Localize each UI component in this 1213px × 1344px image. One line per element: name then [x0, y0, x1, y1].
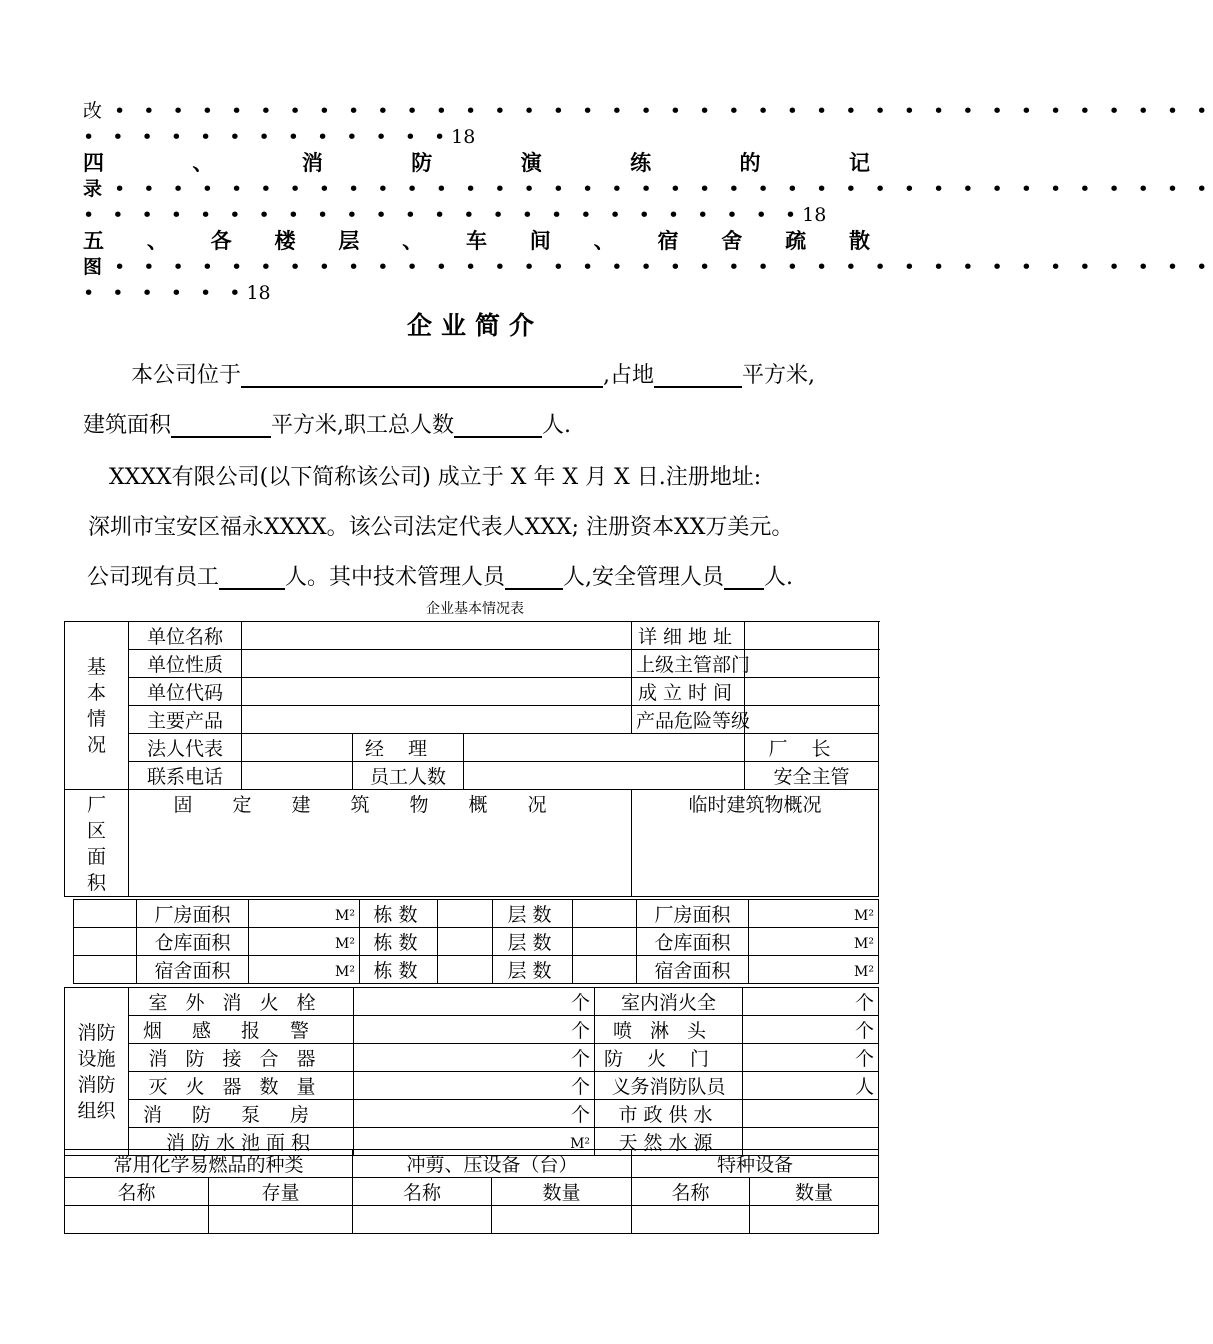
chem-stock-value[interactable]	[209, 1206, 353, 1234]
floors-label: 层数	[493, 956, 573, 984]
toc-char: 楼	[274, 228, 296, 253]
table-row	[65, 1072, 879, 1100]
phone-value[interactable]	[242, 762, 353, 790]
column-header-quantity: 数量	[750, 1178, 879, 1206]
toc-leader-dots: • • • • • • • • • • • • •	[83, 126, 452, 148]
unit-m2: M²	[854, 935, 874, 952]
unit-ge: 个	[855, 1020, 875, 1042]
intro-line-1	[83, 358, 878, 389]
toc-char: 、	[402, 228, 424, 253]
table-row	[65, 706, 879, 734]
unit-nature-label: 单位性质	[129, 650, 242, 678]
section-title: 企业简介	[406, 311, 543, 340]
intro-text: ,占地	[603, 363, 655, 388]
table-row	[65, 650, 879, 678]
toc-char: 舍	[721, 228, 743, 253]
phone-label: 联系电话	[129, 762, 242, 790]
equipment-table	[64, 1149, 879, 1234]
pump-room-value[interactable]	[354, 1100, 595, 1128]
floors-label: 层数	[493, 928, 573, 956]
intro-line-4	[88, 510, 883, 541]
unit-m2: M²	[570, 1135, 591, 1152]
toc-char: 层	[338, 228, 360, 253]
temp-dorm-area-label: 宿舍面积	[637, 956, 749, 984]
fire-facilities-table	[64, 987, 879, 1156]
toc-char: 散	[848, 228, 870, 253]
intro-text: 深圳市宝安区福永XXXX。该公司法定代表人XXX; 注册资本XX万美元。	[88, 515, 794, 540]
floors-value[interactable]	[573, 900, 637, 928]
smoke-alarm-label: 烟感报警	[129, 1016, 354, 1044]
table-row	[65, 1100, 879, 1128]
plant-area-label: 厂 区 面 积	[65, 790, 129, 897]
staff-count-label: 员工人数	[353, 762, 464, 790]
legal-rep-value[interactable]	[242, 734, 353, 762]
legal-rep-label: 法人代表	[129, 734, 242, 762]
address-value[interactable]	[745, 622, 879, 650]
outdoor-hydrant-label: 室外消火栓	[129, 988, 354, 1016]
table-caption: 企业基本情况表	[426, 601, 524, 617]
column-header-name: 名称	[632, 1178, 750, 1206]
unit-ge: 个	[855, 1048, 875, 1070]
toc-page-number: 18	[451, 126, 476, 148]
toc-text: 录	[83, 178, 103, 200]
intro-text: XXXX有限公司(以下简称该公司) 成立于 X 年 X 月 X 日.注册地址:	[109, 465, 762, 490]
address-label: 详细地址	[632, 622, 745, 650]
toc-char: 、	[192, 150, 214, 175]
toc-entry-line	[83, 202, 870, 228]
water-pool-label: 消防水池面积	[129, 1128, 354, 1156]
toc-entry-line	[83, 98, 1213, 124]
unit-ge: 个	[571, 1076, 591, 1098]
staff-count-value[interactable]	[464, 762, 745, 790]
toc-char: 防	[411, 150, 433, 175]
unit-ren: 人	[855, 1076, 875, 1098]
temp-buildings-header: 临时建筑物概况	[632, 790, 879, 897]
intro-text: 人.	[542, 413, 572, 438]
factory-head-label: 厂长	[745, 734, 879, 762]
intro-text: 人,安全管理人员	[563, 565, 725, 590]
column-header-name: 名称	[65, 1178, 209, 1206]
unit-code-value[interactable]	[242, 678, 632, 706]
column-header-stock: 存量	[209, 1178, 353, 1206]
current-staff-blank[interactable]	[219, 564, 285, 590]
dorm-area-value[interactable]	[249, 956, 360, 984]
factory-area-label: 厂房面积	[137, 900, 249, 928]
intro-line-5	[87, 560, 882, 591]
area-table	[73, 899, 879, 984]
toc-leader-dots: • • • • • • • • • • • • • • • • • • • • • • • • • • • • • • • • • • • • • •	[102, 100, 1213, 122]
table-row	[65, 762, 879, 790]
intro-text: 平方米,职工总人数	[271, 413, 455, 438]
city-water-value[interactable]	[743, 1100, 879, 1128]
toc-leader-dots: • • • • • • • • • • • • • • • • • • • • • • • • •	[83, 204, 803, 226]
toc-char: 练	[630, 150, 652, 175]
table-row	[65, 622, 879, 650]
product-risk-value[interactable]	[745, 706, 879, 734]
buildings-value[interactable]	[438, 956, 493, 984]
superior-dept-value[interactable]	[745, 650, 879, 678]
unit-m2: M²	[335, 907, 355, 924]
pump-room-label: 消防泵房	[129, 1100, 354, 1128]
unit-nature-value[interactable]	[242, 650, 632, 678]
special-name-value[interactable]	[632, 1206, 750, 1234]
table-row	[65, 790, 879, 897]
founded-label: 成立时间	[632, 678, 745, 706]
connector-value[interactable]	[354, 1044, 595, 1072]
toc-text: 改	[83, 100, 103, 122]
intro-text: 建筑面积	[83, 413, 172, 438]
temp-dorm-area-value[interactable]	[749, 956, 879, 984]
temp-factory-area-label: 厂房面积	[637, 900, 749, 928]
unit-m2: M²	[854, 963, 874, 980]
unit-ge: 个	[571, 1048, 591, 1070]
toc-entry-line	[83, 280, 870, 306]
indoor-hydrant-label: 室内消火全	[595, 988, 743, 1016]
connector-label: 消防接合器	[129, 1044, 354, 1072]
extinguishers-label: 灭火器数量	[129, 1072, 354, 1100]
chem-types-header: 常用化学易燃品的种类	[65, 1150, 353, 1178]
temp-warehouse-area-label: 仓库面积	[637, 928, 749, 956]
table-row	[74, 956, 879, 984]
toc-char: 、	[146, 228, 168, 253]
total-staff-blank[interactable]	[454, 412, 542, 438]
smoke-alarm-value[interactable]	[354, 1016, 595, 1044]
buildings-label: 栋数	[360, 956, 438, 984]
table-row	[65, 1178, 879, 1206]
toc-page-number: 18	[246, 282, 271, 304]
safety-staff-blank[interactable]	[724, 564, 764, 590]
toc-entry-heading	[83, 228, 870, 254]
city-water-label: 市政供水	[595, 1100, 743, 1128]
toc-entry-line	[83, 254, 1213, 280]
floors-value[interactable]	[573, 956, 637, 984]
buildings-label: 栋数	[360, 928, 438, 956]
fire-facilities-label: 消防 设施 消防 组织	[65, 988, 129, 1156]
intro-text: 人。其中技术管理人员	[285, 565, 506, 590]
factory-area-value[interactable]	[249, 900, 360, 928]
toc-char: 车	[465, 228, 487, 253]
toc-char: 五	[83, 228, 104, 253]
outdoor-hydrant-value[interactable]	[354, 988, 595, 1016]
toc-char: 四	[83, 150, 104, 175]
warehouse-area-label: 仓库面积	[137, 928, 249, 956]
floors-label: 层数	[493, 900, 573, 928]
intro-text: 平方米,	[742, 363, 816, 388]
founded-value[interactable]	[745, 678, 879, 706]
dorm-area-label: 宿舍面积	[137, 956, 249, 984]
toc-char: 演	[520, 150, 542, 175]
table-row	[65, 734, 879, 762]
product-risk-label: 产品危险等级	[632, 706, 745, 734]
toc-char: 疏	[785, 228, 807, 253]
volunteers-value[interactable]	[743, 1072, 879, 1100]
unit-ge: 个	[571, 1020, 591, 1042]
intro-text: 人.	[764, 565, 794, 590]
buildings-value[interactable]	[438, 928, 493, 956]
products-value[interactable]	[242, 706, 632, 734]
unit-name-label: 单位名称	[129, 622, 242, 650]
intro-line-2	[83, 408, 878, 439]
unit-m2: M²	[335, 935, 355, 952]
intro-text: 本公司位于	[131, 363, 242, 388]
temp-warehouse-area-value[interactable]	[749, 928, 879, 956]
building-area-blank[interactable]	[171, 412, 271, 438]
safety-head-label: 安全主管	[745, 762, 879, 790]
fixed-buildings-header: 固定建筑物概况	[129, 790, 632, 897]
floors-value[interactable]	[573, 928, 637, 956]
basic-info-table	[64, 621, 879, 897]
location-blank[interactable]	[241, 362, 603, 388]
sprinkler-label: 喷淋头	[595, 1016, 743, 1044]
products-label: 主要产品	[129, 706, 242, 734]
table-row	[65, 988, 879, 1016]
extinguishers-value[interactable]	[354, 1072, 595, 1100]
table-row	[74, 928, 879, 956]
unit-name-value[interactable]	[242, 622, 632, 650]
toc-char: 各	[210, 228, 232, 253]
intro-text: 公司现有员工	[87, 565, 220, 590]
toc-page-number: 18	[802, 204, 827, 226]
table-row	[65, 1016, 879, 1044]
indoor-hydrant-value[interactable]	[743, 988, 879, 1016]
toc-char: 记	[848, 150, 870, 175]
chem-name-value[interactable]	[65, 1206, 209, 1234]
unit-ge: 个	[855, 992, 875, 1014]
toc-leader-dots: • • • • • • • • • • • • • • • • • • • • • • • • • • • • • • • • • • • • • •	[102, 256, 1213, 278]
column-header-name: 名称	[353, 1178, 492, 1206]
fire-door-value[interactable]	[743, 1044, 879, 1072]
table-of-contents	[83, 98, 1213, 306]
press-name-value[interactable]	[353, 1206, 492, 1234]
toc-entry-line	[83, 176, 1213, 202]
fire-door-label: 防火门	[595, 1044, 743, 1072]
toc-char: 宿	[657, 228, 679, 253]
intro-line-3	[83, 460, 878, 491]
warehouse-area-value[interactable]	[249, 928, 360, 956]
table-row	[65, 1044, 879, 1072]
toc-char: 、	[593, 228, 615, 253]
superior-dept-label: 上级主管部门	[632, 650, 745, 678]
table-row	[74, 900, 879, 928]
toc-char: 消	[301, 150, 323, 175]
basic-info-label: 基 本 情 况	[65, 622, 129, 790]
special-equipment-header: 特种设备	[632, 1150, 879, 1178]
table-row	[65, 1150, 879, 1178]
press-equipment-header: 冲剪、压设备（台）	[353, 1150, 632, 1178]
buildings-value[interactable]	[438, 900, 493, 928]
unit-m2: M²	[335, 963, 355, 980]
unit-m2: M²	[854, 907, 874, 924]
toc-text: 图	[83, 256, 103, 278]
press-quantity-value[interactable]	[492, 1206, 632, 1234]
column-header-quantity: 数量	[492, 1178, 632, 1206]
natural-water-label: 天然水源	[595, 1128, 743, 1156]
toc-char: 间	[529, 228, 551, 253]
manager-label: 经理	[353, 734, 464, 762]
blank-cell	[74, 900, 137, 928]
toc-entry-line	[83, 124, 870, 150]
special-quantity-value[interactable]	[750, 1206, 879, 1234]
toc-leader-dots: • • • • • • • • • • • • • • • • • • • • • • • • • • • • • • • • • • • • • •	[102, 178, 1213, 200]
unit-ge: 个	[571, 1104, 591, 1126]
temp-factory-area-value[interactable]	[749, 900, 879, 928]
table-row	[65, 1206, 879, 1234]
volunteers-label: 义务消防队员	[595, 1072, 743, 1100]
toc-char: 的	[739, 150, 761, 175]
tech-staff-blank[interactable]	[505, 564, 563, 590]
unit-code-label: 单位代码	[129, 678, 242, 706]
manager-value[interactable]	[464, 734, 745, 762]
buildings-label: 栋数	[360, 900, 438, 928]
land-area-blank[interactable]	[654, 362, 742, 388]
table-row	[65, 678, 879, 706]
blank-cell	[74, 928, 137, 956]
toc-entry-heading	[83, 150, 870, 176]
blank-cell	[74, 956, 137, 984]
unit-ge: 个	[571, 992, 591, 1014]
toc-leader-dots: • • • • • •	[83, 282, 247, 304]
sprinkler-value[interactable]	[743, 1016, 879, 1044]
